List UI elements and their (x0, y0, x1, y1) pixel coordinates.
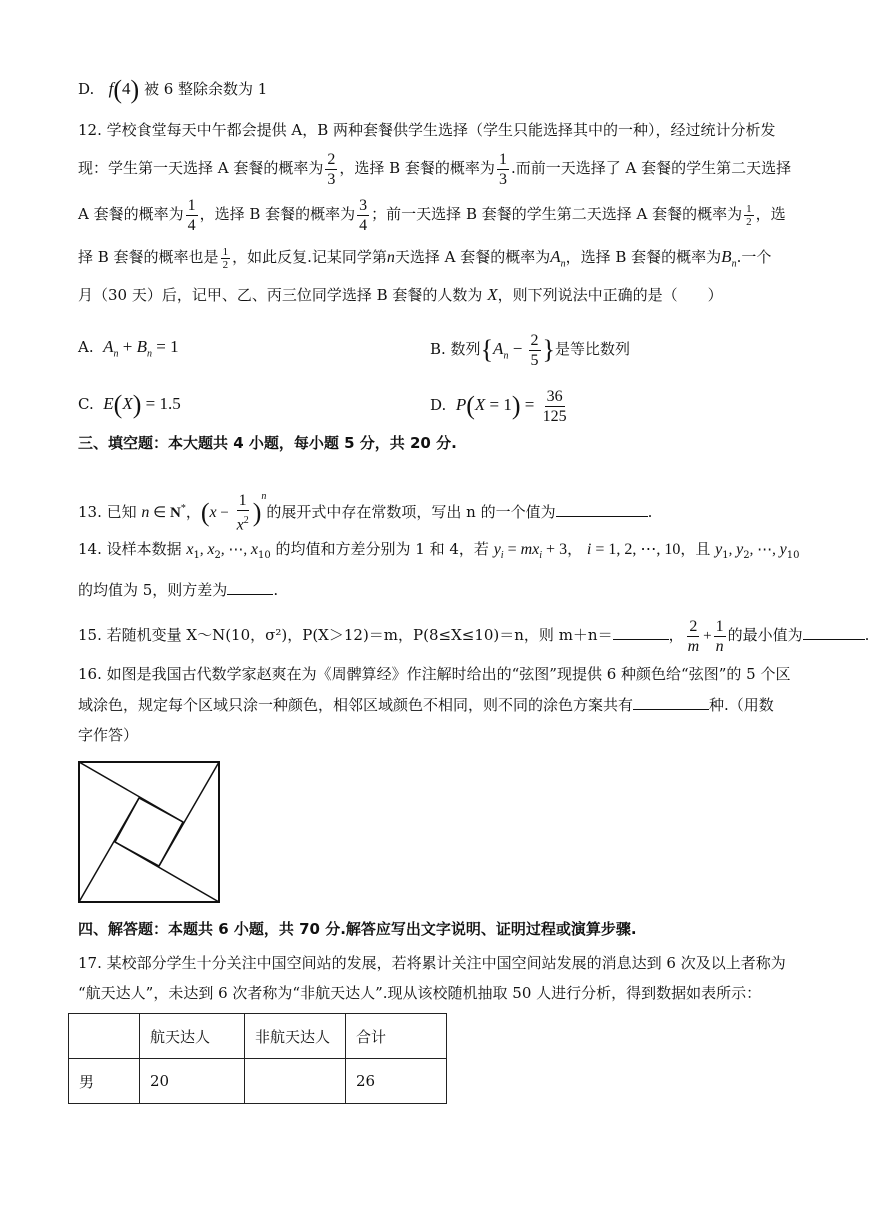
q15-answer-blank-1 (613, 623, 669, 640)
q16-line2: 域涂色，规定每个区域只涂一种颜色，相邻区域颜色不相同，则不同的涂色方案共有 种.（用数 (78, 693, 774, 716)
q16-line3: 字作答） (78, 726, 139, 744)
table-cell (245, 1059, 346, 1104)
outer-square (79, 762, 219, 902)
fraction-2-3: $\frac{2}{3}$ (327, 150, 336, 188)
fraction-1-3: $\frac{1}{3}$ (498, 150, 507, 188)
q12-option-a: A. $A_n + B_n = 1$ (78, 337, 179, 360)
table-row (69, 1059, 447, 1104)
fraction-1-4: $\frac{1}{4}$ (187, 196, 196, 234)
q12-option-d: D. P(X = 1) = $\frac{36}{125}$ (430, 387, 567, 425)
q15-answer-blank-2 (803, 623, 865, 640)
table-header-cell: 合计 (346, 1014, 447, 1059)
table-header-cell: 非航天达人 (245, 1014, 346, 1059)
q17-line1: 17. 某校部分学生十分关注中国空间站的发展，若将累计关注中国空间站发展的消息达到 6 次及以上者称为 (78, 954, 786, 972)
q12-line4: 择 B 套餐的概率也是 $\frac{1}{2}$ ，如此反复.记某同学第n天选择 A 套餐的概率为$A_n$，选择 B 套餐的概率为$B_n$.一个 (78, 245, 772, 271)
table-cell: 20 (140, 1059, 245, 1104)
fraction-36-125: $\frac{36}{125}$ (542, 387, 567, 425)
q13-answer-blank (556, 500, 648, 517)
q12-line1: 12. 学校食堂每天中午都会提供 A，B 两种套餐供学生选择（学生只能选择其中的一种），经过统计分析发 (78, 121, 776, 139)
fraction-1-x2: $\frac{1}{x^2}$ (236, 492, 249, 534)
q12-option-b: B. 数列{$A_n$ − $\frac{2}{5}$ }是等比数列 (430, 331, 631, 369)
q13: 13. 已知 n ∈ N*，(x − $\frac{1}{x^2}$ )$^n$的展开式中存在常数项，写出 n 的一个值为 . (78, 491, 653, 534)
table-header-row (69, 1014, 447, 1059)
fraction-2-5: $\frac{2}{5}$ (530, 331, 539, 369)
q16-line1: 16. 如图是我国古代数学家赵爽在为《周髀算经》作注解时给出的“弦图”现提供 6 种颜色给“弦图”的 5 个区 (78, 665, 791, 683)
table-cell: 男 (69, 1059, 140, 1104)
inner-square (115, 798, 183, 866)
q16-answer-blank (633, 693, 709, 710)
q12-line5: 月（30 天）后，记甲、乙、丙三位同学选择 B 套餐的人数为 X，则下列说法中正确的是（ ） (78, 285, 723, 304)
fraction-1-n: $\frac{1}{n}$ (715, 617, 724, 655)
table-header-cell (69, 1014, 140, 1059)
q14-line2: 的均值为 5，则方差为 . (78, 578, 278, 601)
section3-heading: 三、填空题：本大题共 4 小题，每小题 5 分，共 20 分. (78, 434, 457, 452)
fraction-3-4: $\frac{3}{4}$ (359, 196, 368, 234)
q17-table (68, 1013, 447, 1104)
q12-option-c: C. E(X) = 1.5 (78, 390, 181, 419)
section4-heading: 四、解答题：本题共 6 小题，共 70 分.解答应写出文字说明、证明过程或演算步骤. (78, 920, 637, 938)
fraction-2-m: $\frac{2}{m}$ (687, 617, 700, 655)
q12-line2: 现：学生第一天选择 A 套餐的概率为 $\frac{2}{3}$ ，选择 B 套餐的概率为 $\frac{1}{3}$ .而前一天选择了 A 套餐的学生第二天选择 (78, 150, 792, 188)
q14-answer-blank (227, 578, 273, 595)
q15: 15. 若随机变量 X～N(10，σ²)，P(X＞12)＝m，P(8≤X≤10)＝n，则 m＋n＝ ， $\frac{2}{m}$ + $\frac{1}{n}$ 的最小值为 . (78, 617, 869, 655)
xian-tu-diagram (78, 761, 220, 903)
table-header-cell: 航天达人 (140, 1014, 245, 1059)
q14-line1: 14. 设样本数据 $x_1$, $x_2$, ⋯, $x_{10}$ 的均值和方差分别为 1 和 4，若 $y_i = mx_i + 3$， i = 1, 2, ⋯, 10，且 $y_1$, $y_2$, ⋯, $y_{10}$ (78, 540, 800, 562)
q17-line2: “航天达人”，未达到 6 次者称为“非航天达人”.现从该校随机抽取 50 人进行分析，得到数据如表所示： (78, 984, 762, 1002)
fraction-1-2: $\frac{1}{2}$ (746, 202, 752, 228)
q11-option-d: D. f(4) 被 6 整除余数为 1 (78, 75, 268, 104)
table-cell: 26 (346, 1059, 447, 1104)
q12-line3: A 套餐的概率为 $\frac{1}{4}$ ，选择 B 套餐的概率为 $\frac{3}{4}$ ；前一天选择 B 套餐的学生第二天选择 A 套餐的概率为 $\frac{1}{2}$ ，选 (78, 196, 786, 234)
fraction-1-2-b: $\frac{1}{2}$ (222, 245, 229, 271)
